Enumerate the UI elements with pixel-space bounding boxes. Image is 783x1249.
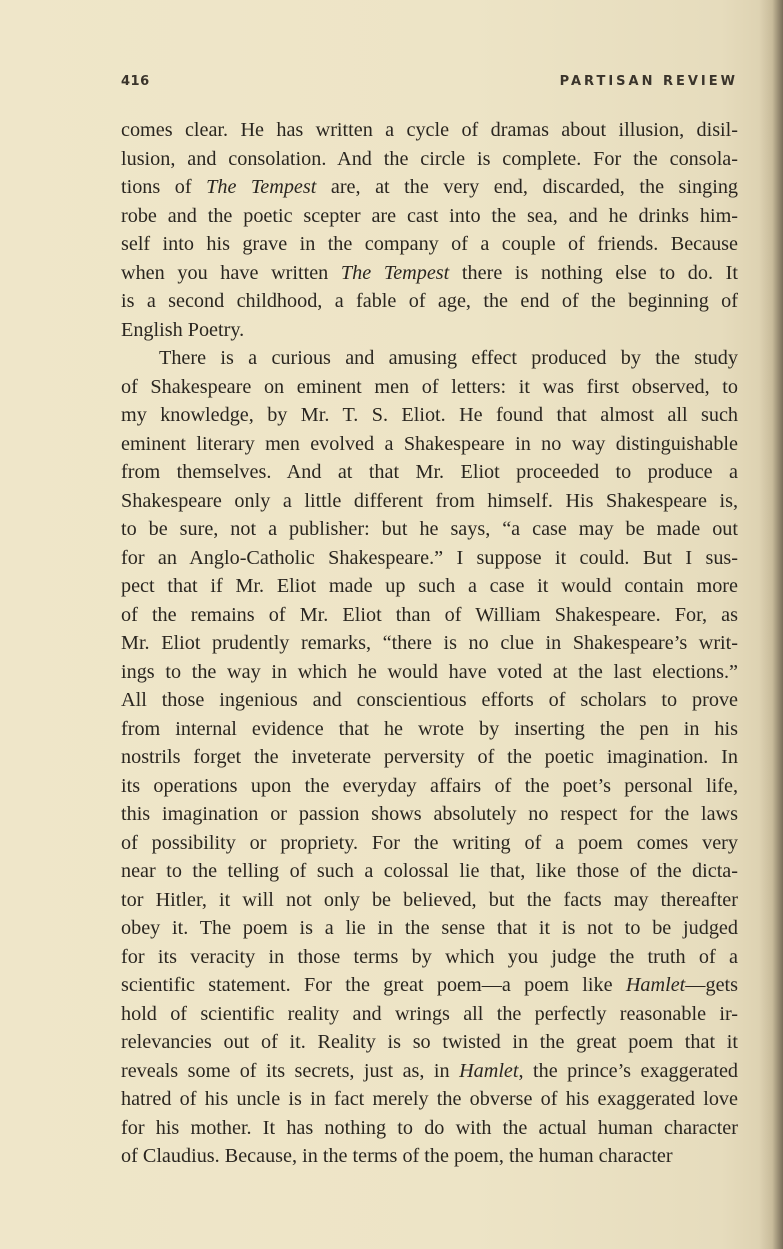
text-line: eminent literary men evolved a Shakespeare in no way distinguishable: [121, 432, 738, 455]
text-line: pect that if Mr. Eliot made up such a case it would contain more: [121, 575, 738, 597]
text-line: All those ingenious and conscientious efforts of scholars to prove: [121, 689, 738, 711]
text-line: lusion, and consolation. And the circle is complete. For the consola-: [121, 147, 738, 170]
text-line: my knowledge, by Mr. T. S. Eliot. He found that almost all such: [121, 404, 738, 426]
text-line: comes clear. He has written a cycle of dramas about illusion, disil-: [121, 119, 738, 141]
text-line: nostrils forget the inveterate perversity of the poetic imagination. In: [121, 746, 738, 768]
paragraph: [121, 344, 738, 1171]
text-line: of possibility or propriety. For the writing of a poem comes very: [121, 831, 738, 854]
page-number: 416: [121, 74, 150, 89]
text-line: when you have written The Tempest there is nothing else to do. It: [121, 261, 738, 284]
running-head: [121, 70, 738, 94]
text-line: from themselves. And at that Mr. Eliot proceeded to produce a: [121, 461, 738, 483]
text-line: ings to the way in which he would have voted at the last elections.”: [121, 660, 738, 683]
text-line: hold of scientific reality and wrings all the perfectly reasonable ir-: [121, 1002, 738, 1025]
text-line: tions of The Tempest are, at the very end, discarded, the singing: [121, 176, 739, 198]
text-line: to be sure, not a publisher: but he says, “a case may be made out: [121, 518, 738, 540]
text-line: relevancies out of it. Reality is so twisted in the great poem that it: [121, 1031, 738, 1053]
text-line: hatred of his uncle is in fact merely the obverse of his exaggerated love: [121, 1088, 738, 1110]
text-line: of the remains of Mr. Eliot than of William Shakespeare. For, as: [121, 603, 738, 626]
text-line: this imagination or passion shows absolutely no respect for the laws: [121, 803, 738, 825]
text-line: near to the telling of such a colossal lie that, like those of the dicta-: [121, 860, 738, 882]
text-line: reveals some of its secrets, just as, in Hamlet, the prince’s exaggerated: [121, 1059, 739, 1082]
text-line: for an Anglo-Catholic Shakespeare.” I suppose it could. But I sus-: [121, 546, 738, 569]
text-line: from internal evidence that he wrote by inserting the pen in his: [121, 717, 738, 740]
text-line: self into his grave in the company of a couple of friends. Because: [121, 233, 738, 255]
text-line: scientific statement. For the great poem—a poem like Hamlet—gets: [121, 974, 738, 996]
journal-title: PARTISAN REVIEW: [559, 74, 738, 89]
text-line: for his mother. It has nothing to do with the actual human character: [121, 1116, 738, 1139]
text-line: for its veracity in those terms by which you judge the truth of a: [121, 945, 738, 968]
text-line: Mr. Eliot prudently remarks, “there is no clue in Shakespeare’s writ-: [121, 632, 738, 654]
text-line: of Shakespeare on eminent men of letters: it was first observed, to: [121, 375, 738, 398]
text-line: is a second childhood, a fable of age, the end of the beginning of: [121, 290, 738, 312]
text-line: tor Hitler, it will not only be believed, but the facts may thereafter: [121, 888, 738, 911]
text-line: There is a curious and amusing effect produced by the study: [159, 347, 738, 369]
text-line: robe and the poetic scepter are cast into the sea, and he drinks him-: [121, 204, 738, 227]
text-line: Shakespeare only a little different from himself. His Shakespeare is,: [121, 489, 738, 512]
text-line: of Claudius. Because, in the terms of the poem, the human character: [121, 1145, 673, 1167]
text-line: English Poetry.: [121, 318, 245, 341]
body-text: [121, 116, 738, 1171]
paragraph: [121, 116, 738, 344]
text-line: its operations upon the everyday affairs of the poet’s personal life,: [121, 774, 738, 797]
page-edge-shadow: [759, 0, 783, 1249]
text-line: obey it. The poem is a lie in the sense that it is not to be judged: [121, 917, 738, 939]
